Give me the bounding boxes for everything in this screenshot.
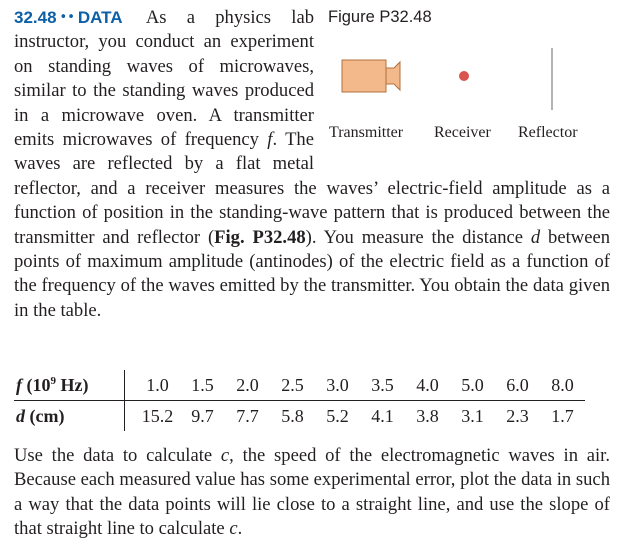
table-cell: 5.8 [281,405,304,426]
table-cell: 8.0 [540,370,585,401]
figure-title: Figure P32.48 [328,8,432,26]
task-text: Use the data to calculate c, the speed of the electromagnetic waves in air. Because each measured value has some experimental error, plot the data in such a way that the data points will lie close to a straight line, and use the slope of that straight line to calculate c. [14,445,610,540]
table-cell: 15.2 [141,405,174,426]
table-cell: 1.7 [551,405,574,426]
table-cell: 3.1 [461,405,484,426]
transmitter-label: Transmitter [329,124,404,141]
table-cell: 4.0 [405,370,450,401]
transmitter-icon [342,60,386,92]
para-end: between points of maximum amplitude (antinodes) of the electric field as a function of the frequency of the waves emitted by the transmitter. You obtain the data given in the table. [14,226,610,321]
d-symbol: d [530,226,541,248]
task-text-block [14,444,610,542]
problem-number: 32.48 [14,8,57,27]
table-cell: 9.7 [191,405,214,426]
table-cell: 1.5 [180,370,225,401]
row-header-distance: d (cm) [16,405,65,426]
transmitter-horn-icon [386,62,400,90]
table-cell: 5.2 [326,405,349,426]
difficulty-dots: •• [59,10,75,25]
table-row-distance [14,401,585,432]
problem-block [14,6,610,323]
row-header-frequency: f ($10^9$ Hz) [14,370,125,401]
table-cell: 3.8 [416,405,439,426]
freq-symbol: f [267,129,273,151]
table-cell: 3.0 [315,370,360,401]
table-cell: 2.3 [506,405,529,426]
table-cell: 2.0 [225,370,270,401]
c-symbol-2: c [229,518,238,540]
figure-p32-48 [324,6,610,156]
table-cell: 3.5 [360,370,405,401]
receiver-dot-icon [459,71,469,81]
c-symbol: c [220,445,230,466]
reflector-label: Reflector [518,124,578,141]
table-cell: 1.0 [135,370,180,401]
problem-tag: DATA [77,8,123,27]
para-mid2: ). You measure the distance [305,226,531,248]
data-table [14,370,610,431]
table-cell: 5.0 [450,370,495,401]
table-cell: 2.5 [270,370,315,401]
figure-reference: Fig. P32.48 [214,226,306,248]
para-mid: . The waves are reflected by a flat metal reflector, and a receiver measures the waves’ electric-field amplitude as a function of position in the standing-wave pattern that is produced between the transmitter and reflector ( [14,129,610,248]
table-cell: 7.7 [236,405,259,426]
table-cell: 4.1 [371,405,394,426]
intro-text: As a physics lab instructor, you conduct an experiment on standing waves of microwaves, similar to the standing waves produced in a microwave oven. A transmitter emits microwaves of frequency [14,7,315,151]
receiver-label: Receiver [434,124,491,141]
table-row-frequency [14,370,585,401]
table-cell: 6.0 [495,370,540,401]
